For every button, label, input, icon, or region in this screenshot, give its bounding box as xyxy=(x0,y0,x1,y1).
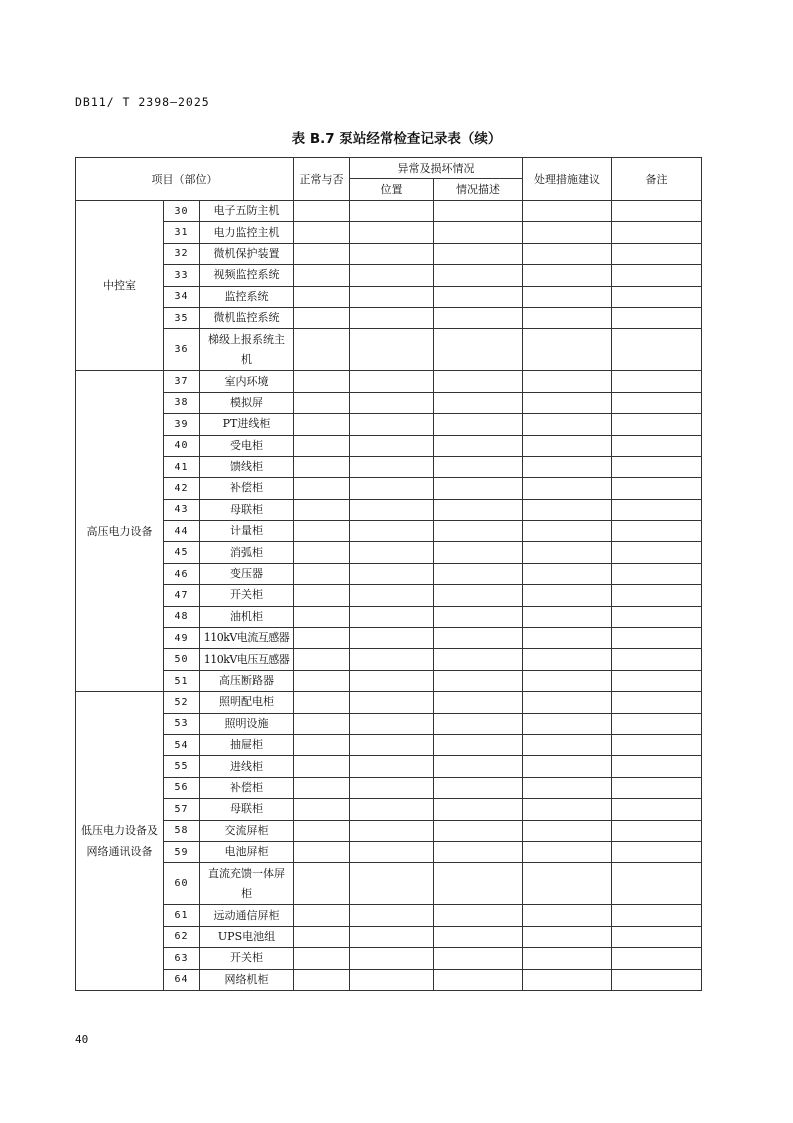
remark-cell[interactable] xyxy=(612,521,702,542)
row-item-name: 补偿柜 xyxy=(200,478,294,499)
normal-cell[interactable] xyxy=(294,628,350,649)
normal-cell[interactable] xyxy=(294,414,350,435)
row-item-name: 照明配电柜 xyxy=(200,692,294,713)
row-number: 36 xyxy=(164,329,200,371)
suggestion-cell[interactable] xyxy=(523,499,612,520)
description-cell[interactable] xyxy=(434,243,523,264)
description-cell[interactable] xyxy=(434,649,523,670)
position-cell[interactable] xyxy=(350,692,434,713)
header-position: 位置 xyxy=(350,179,434,201)
normal-cell[interactable] xyxy=(294,713,350,734)
suggestion-cell[interactable] xyxy=(523,456,612,477)
description-cell[interactable] xyxy=(434,969,523,990)
suggestion-cell[interactable] xyxy=(523,222,612,243)
header-suggestion: 处理措施建议 xyxy=(523,158,612,201)
position-cell[interactable] xyxy=(350,521,434,542)
description-cell[interactable] xyxy=(434,713,523,734)
row-number: 43 xyxy=(164,499,200,520)
row-item-name: 油机柜 xyxy=(200,606,294,627)
description-cell[interactable] xyxy=(434,265,523,286)
description-cell[interactable] xyxy=(434,286,523,307)
suggestion-cell[interactable] xyxy=(523,542,612,563)
row-item-name: 计量柜 xyxy=(200,521,294,542)
normal-cell[interactable] xyxy=(294,777,350,798)
table-row xyxy=(76,265,702,286)
row-number: 40 xyxy=(164,435,200,456)
table-row xyxy=(76,734,702,755)
position-cell[interactable] xyxy=(350,841,434,862)
row-item-name: 开关柜 xyxy=(200,585,294,606)
suggestion-cell[interactable] xyxy=(523,628,612,649)
position-cell[interactable] xyxy=(350,435,434,456)
document-code: DB11/ T 2398—2025 xyxy=(75,95,210,109)
suggestion-cell[interactable] xyxy=(523,265,612,286)
table-row xyxy=(76,863,702,905)
table-row xyxy=(76,756,702,777)
normal-cell[interactable] xyxy=(294,841,350,862)
row-item-name: 微机保护装置 xyxy=(200,243,294,264)
table-row xyxy=(76,456,702,477)
normal-cell[interactable] xyxy=(294,329,350,371)
remark-cell[interactable] xyxy=(612,777,702,798)
row-number: 34 xyxy=(164,286,200,307)
header-item: 项目（部位） xyxy=(76,158,294,201)
normal-cell[interactable] xyxy=(294,392,350,413)
row-item-name: 馈线柜 xyxy=(200,456,294,477)
remark-cell[interactable] xyxy=(612,435,702,456)
description-cell[interactable] xyxy=(434,456,523,477)
remark-cell[interactable] xyxy=(612,307,702,328)
remark-cell[interactable] xyxy=(612,820,702,841)
row-item-name: PT进线柜 xyxy=(200,414,294,435)
remark-cell[interactable] xyxy=(612,585,702,606)
suggestion-cell[interactable] xyxy=(523,392,612,413)
row-number: 47 xyxy=(164,585,200,606)
row-item-name: 直流充馈一体屏柜 xyxy=(200,863,294,905)
row-number: 59 xyxy=(164,841,200,862)
row-number: 64 xyxy=(164,969,200,990)
table-row xyxy=(76,969,702,990)
row-number: 30 xyxy=(164,201,200,222)
table-row xyxy=(76,371,702,392)
suggestion-cell[interactable] xyxy=(523,820,612,841)
normal-cell[interactable] xyxy=(294,478,350,499)
normal-cell[interactable] xyxy=(294,499,350,520)
remark-cell[interactable] xyxy=(612,692,702,713)
row-number: 46 xyxy=(164,563,200,584)
suggestion-cell[interactable] xyxy=(523,585,612,606)
row-number: 62 xyxy=(164,926,200,947)
position-cell[interactable] xyxy=(350,371,434,392)
normal-cell[interactable] xyxy=(294,948,350,969)
row-number: 53 xyxy=(164,713,200,734)
position-cell[interactable] xyxy=(350,243,434,264)
suggestion-cell[interactable] xyxy=(523,414,612,435)
description-cell[interactable] xyxy=(434,777,523,798)
row-item-name: 室内环境 xyxy=(200,371,294,392)
table-row xyxy=(76,948,702,969)
table-row xyxy=(76,499,702,520)
header-normal: 正常与否 xyxy=(294,158,350,201)
normal-cell[interactable] xyxy=(294,222,350,243)
position-cell[interactable] xyxy=(350,606,434,627)
row-number: 50 xyxy=(164,649,200,670)
table-row xyxy=(76,521,702,542)
row-number: 35 xyxy=(164,307,200,328)
row-number: 45 xyxy=(164,542,200,563)
description-cell[interactable] xyxy=(434,585,523,606)
position-cell[interactable] xyxy=(350,649,434,670)
row-item-name: 交流屏柜 xyxy=(200,820,294,841)
row-item-name: 110kV电流互感器 xyxy=(200,628,294,649)
remark-cell[interactable] xyxy=(612,286,702,307)
row-number: 41 xyxy=(164,456,200,477)
normal-cell[interactable] xyxy=(294,905,350,926)
normal-cell[interactable] xyxy=(294,201,350,222)
suggestion-cell[interactable] xyxy=(523,734,612,755)
suggestion-cell[interactable] xyxy=(523,307,612,328)
normal-cell[interactable] xyxy=(294,969,350,990)
description-cell[interactable] xyxy=(434,371,523,392)
normal-cell[interactable] xyxy=(294,926,350,947)
suggestion-cell[interactable] xyxy=(523,521,612,542)
description-cell[interactable] xyxy=(434,222,523,243)
row-item-name: 远动通信屏柜 xyxy=(200,905,294,926)
table-row xyxy=(76,713,702,734)
row-number: 48 xyxy=(164,606,200,627)
remark-cell[interactable] xyxy=(612,734,702,755)
normal-cell[interactable] xyxy=(294,670,350,691)
position-cell[interactable] xyxy=(350,756,434,777)
table-row xyxy=(76,628,702,649)
group-label: 高压电力设备 xyxy=(76,371,164,692)
row-item-name: 电池屏柜 xyxy=(200,841,294,862)
table-row xyxy=(76,243,702,264)
row-item-name: 受电柜 xyxy=(200,435,294,456)
normal-cell[interactable] xyxy=(294,435,350,456)
position-cell[interactable] xyxy=(350,777,434,798)
description-cell[interactable] xyxy=(434,542,523,563)
position-cell[interactable] xyxy=(350,670,434,691)
normal-cell[interactable] xyxy=(294,456,350,477)
description-cell[interactable] xyxy=(434,948,523,969)
suggestion-cell[interactable] xyxy=(523,692,612,713)
suggestion-cell[interactable] xyxy=(523,713,612,734)
suggestion-cell[interactable] xyxy=(523,863,612,905)
description-cell[interactable] xyxy=(434,392,523,413)
row-number: 31 xyxy=(164,222,200,243)
row-number: 38 xyxy=(164,392,200,413)
remark-cell[interactable] xyxy=(612,649,702,670)
description-cell[interactable] xyxy=(434,414,523,435)
table-title: 表 B.7 泵站经常检查记录表（续） xyxy=(291,131,502,147)
table-row xyxy=(76,670,702,691)
normal-cell[interactable] xyxy=(294,756,350,777)
remark-cell[interactable] xyxy=(612,265,702,286)
position-cell[interactable] xyxy=(350,926,434,947)
table-row xyxy=(76,222,702,243)
page-number: 40 xyxy=(75,1033,89,1046)
suggestion-cell[interactable] xyxy=(523,948,612,969)
row-item-name: 网络机柜 xyxy=(200,969,294,990)
table-row xyxy=(76,820,702,841)
table-body xyxy=(76,201,702,991)
remark-cell[interactable] xyxy=(612,628,702,649)
normal-cell[interactable] xyxy=(294,692,350,713)
remark-cell[interactable] xyxy=(612,606,702,627)
suggestion-cell[interactable] xyxy=(523,478,612,499)
position-cell[interactable] xyxy=(350,905,434,926)
remark-cell[interactable] xyxy=(612,756,702,777)
description-cell[interactable] xyxy=(434,628,523,649)
suggestion-cell[interactable] xyxy=(523,286,612,307)
description-cell[interactable] xyxy=(434,435,523,456)
row-item-name: 微机监控系统 xyxy=(200,307,294,328)
remark-cell[interactable] xyxy=(612,201,702,222)
row-item-name: UPS电池组 xyxy=(200,926,294,947)
row-item-name: 变压器 xyxy=(200,563,294,584)
row-number: 54 xyxy=(164,734,200,755)
row-item-name: 母联柜 xyxy=(200,799,294,820)
remark-cell[interactable] xyxy=(612,926,702,947)
row-item-name: 110kV电压互感器 xyxy=(200,649,294,670)
description-cell[interactable] xyxy=(434,499,523,520)
remark-cell[interactable] xyxy=(612,841,702,862)
table-row xyxy=(76,905,702,926)
position-cell[interactable] xyxy=(350,628,434,649)
row-item-name: 梯级上报系统主机 xyxy=(200,329,294,371)
position-cell[interactable] xyxy=(350,948,434,969)
row-number: 33 xyxy=(164,265,200,286)
suggestion-cell[interactable] xyxy=(523,371,612,392)
normal-cell[interactable] xyxy=(294,521,350,542)
table-row xyxy=(76,307,702,328)
remark-cell[interactable] xyxy=(612,713,702,734)
row-item-name: 电子五防主机 xyxy=(200,201,294,222)
row-number: 58 xyxy=(164,820,200,841)
remark-cell[interactable] xyxy=(612,414,702,435)
normal-cell[interactable] xyxy=(294,542,350,563)
suggestion-cell[interactable] xyxy=(523,563,612,584)
table-row xyxy=(76,542,702,563)
description-cell[interactable] xyxy=(434,563,523,584)
row-number: 32 xyxy=(164,243,200,264)
table-row xyxy=(76,841,702,862)
row-item-name: 开关柜 xyxy=(200,948,294,969)
row-item-name: 消弧柜 xyxy=(200,542,294,563)
table-row xyxy=(76,414,702,435)
row-item-name: 照明设施 xyxy=(200,713,294,734)
remark-cell[interactable] xyxy=(612,392,702,413)
row-number: 42 xyxy=(164,478,200,499)
description-cell[interactable] xyxy=(434,670,523,691)
remark-cell[interactable] xyxy=(612,948,702,969)
remark-cell[interactable] xyxy=(612,371,702,392)
row-number: 49 xyxy=(164,628,200,649)
table-row xyxy=(76,799,702,820)
normal-cell[interactable] xyxy=(294,563,350,584)
remark-cell[interactable] xyxy=(612,563,702,584)
position-cell[interactable] xyxy=(350,799,434,820)
remark-cell[interactable] xyxy=(612,456,702,477)
remark-cell[interactable] xyxy=(612,969,702,990)
description-cell[interactable] xyxy=(434,478,523,499)
table-row xyxy=(76,926,702,947)
description-cell[interactable] xyxy=(434,692,523,713)
normal-cell[interactable] xyxy=(294,585,350,606)
table-row xyxy=(76,392,702,413)
suggestion-cell[interactable] xyxy=(523,201,612,222)
position-cell[interactable] xyxy=(350,863,434,905)
table-row xyxy=(76,606,702,627)
normal-cell[interactable] xyxy=(294,606,350,627)
header-abnormal: 异常及损坏情况 xyxy=(350,158,523,179)
group-label: 中控室 xyxy=(76,201,164,371)
description-cell[interactable] xyxy=(434,863,523,905)
row-number: 61 xyxy=(164,905,200,926)
suggestion-cell[interactable] xyxy=(523,969,612,990)
position-cell[interactable] xyxy=(350,563,434,584)
description-cell[interactable] xyxy=(434,841,523,862)
position-cell[interactable] xyxy=(350,265,434,286)
description-cell[interactable] xyxy=(434,521,523,542)
row-number: 55 xyxy=(164,756,200,777)
row-item-name: 母联柜 xyxy=(200,499,294,520)
suggestion-cell[interactable] xyxy=(523,435,612,456)
row-item-name: 电力监控主机 xyxy=(200,222,294,243)
normal-cell[interactable] xyxy=(294,243,350,264)
row-number: 37 xyxy=(164,371,200,392)
normal-cell[interactable] xyxy=(294,820,350,841)
remark-cell[interactable] xyxy=(612,542,702,563)
row-number: 44 xyxy=(164,521,200,542)
position-cell[interactable] xyxy=(350,734,434,755)
description-cell[interactable] xyxy=(434,734,523,755)
description-cell[interactable] xyxy=(434,905,523,926)
position-cell[interactable] xyxy=(350,713,434,734)
row-number: 63 xyxy=(164,948,200,969)
remark-cell[interactable] xyxy=(612,243,702,264)
suggestion-cell[interactable] xyxy=(523,649,612,670)
suggestion-cell[interactable] xyxy=(523,606,612,627)
table-row xyxy=(76,692,702,713)
remark-cell[interactable] xyxy=(612,222,702,243)
remark-cell[interactable] xyxy=(612,670,702,691)
group-label: 低压电力设备及网络通讯设备 xyxy=(76,692,164,991)
row-item-name: 模拟屏 xyxy=(200,392,294,413)
description-cell[interactable] xyxy=(434,307,523,328)
table-row xyxy=(76,563,702,584)
normal-cell[interactable] xyxy=(294,371,350,392)
row-number: 39 xyxy=(164,414,200,435)
position-cell[interactable] xyxy=(350,329,434,371)
suggestion-cell[interactable] xyxy=(523,329,612,371)
normal-cell[interactable] xyxy=(294,863,350,905)
remark-cell[interactable] xyxy=(612,905,702,926)
row-item-name: 视频监控系统 xyxy=(200,265,294,286)
position-cell[interactable] xyxy=(350,414,434,435)
remark-cell[interactable] xyxy=(612,329,702,371)
header-description: 情况描述 xyxy=(434,179,523,201)
description-cell[interactable] xyxy=(434,926,523,947)
position-cell[interactable] xyxy=(350,585,434,606)
remark-cell[interactable] xyxy=(612,799,702,820)
position-cell[interactable] xyxy=(350,456,434,477)
remark-cell[interactable] xyxy=(612,478,702,499)
description-cell[interactable] xyxy=(434,820,523,841)
table-row xyxy=(76,201,702,222)
row-item-name: 抽屉柜 xyxy=(200,734,294,755)
table-row xyxy=(76,585,702,606)
suggestion-cell[interactable] xyxy=(523,799,612,820)
suggestion-cell[interactable] xyxy=(523,905,612,926)
description-cell[interactable] xyxy=(434,799,523,820)
row-item-name: 高压断路器 xyxy=(200,670,294,691)
row-item-name: 进线柜 xyxy=(200,756,294,777)
suggestion-cell[interactable] xyxy=(523,926,612,947)
normal-cell[interactable] xyxy=(294,649,350,670)
row-number: 60 xyxy=(164,863,200,905)
suggestion-cell[interactable] xyxy=(523,756,612,777)
suggestion-cell[interactable] xyxy=(523,670,612,691)
normal-cell[interactable] xyxy=(294,799,350,820)
position-cell[interactable] xyxy=(350,392,434,413)
description-cell[interactable] xyxy=(434,756,523,777)
row-number: 57 xyxy=(164,799,200,820)
position-cell[interactable] xyxy=(350,286,434,307)
suggestion-cell[interactable] xyxy=(523,777,612,798)
position-cell[interactable] xyxy=(350,201,434,222)
normal-cell[interactable] xyxy=(294,286,350,307)
table-row xyxy=(76,286,702,307)
position-cell[interactable] xyxy=(350,542,434,563)
description-cell[interactable] xyxy=(434,329,523,371)
row-number: 51 xyxy=(164,670,200,691)
position-cell[interactable] xyxy=(350,222,434,243)
suggestion-cell[interactable] xyxy=(523,841,612,862)
table-row xyxy=(76,777,702,798)
position-cell[interactable] xyxy=(350,969,434,990)
table-row xyxy=(76,329,702,371)
table-row xyxy=(76,435,702,456)
remark-cell[interactable] xyxy=(612,863,702,905)
description-cell[interactable] xyxy=(434,201,523,222)
remark-cell[interactable] xyxy=(612,499,702,520)
normal-cell[interactable] xyxy=(294,307,350,328)
table-row xyxy=(76,649,702,670)
row-number: 52 xyxy=(164,692,200,713)
row-number: 56 xyxy=(164,777,200,798)
position-cell[interactable] xyxy=(350,478,434,499)
row-item-name: 补偿柜 xyxy=(200,777,294,798)
row-item-name: 监控系统 xyxy=(200,286,294,307)
header-remark: 备注 xyxy=(612,158,702,201)
suggestion-cell[interactable] xyxy=(523,243,612,264)
normal-cell[interactable] xyxy=(294,265,350,286)
inspection-record-table xyxy=(75,157,702,991)
description-cell[interactable] xyxy=(434,606,523,627)
normal-cell[interactable] xyxy=(294,734,350,755)
position-cell[interactable] xyxy=(350,307,434,328)
table-row xyxy=(76,478,702,499)
position-cell[interactable] xyxy=(350,820,434,841)
position-cell[interactable] xyxy=(350,499,434,520)
